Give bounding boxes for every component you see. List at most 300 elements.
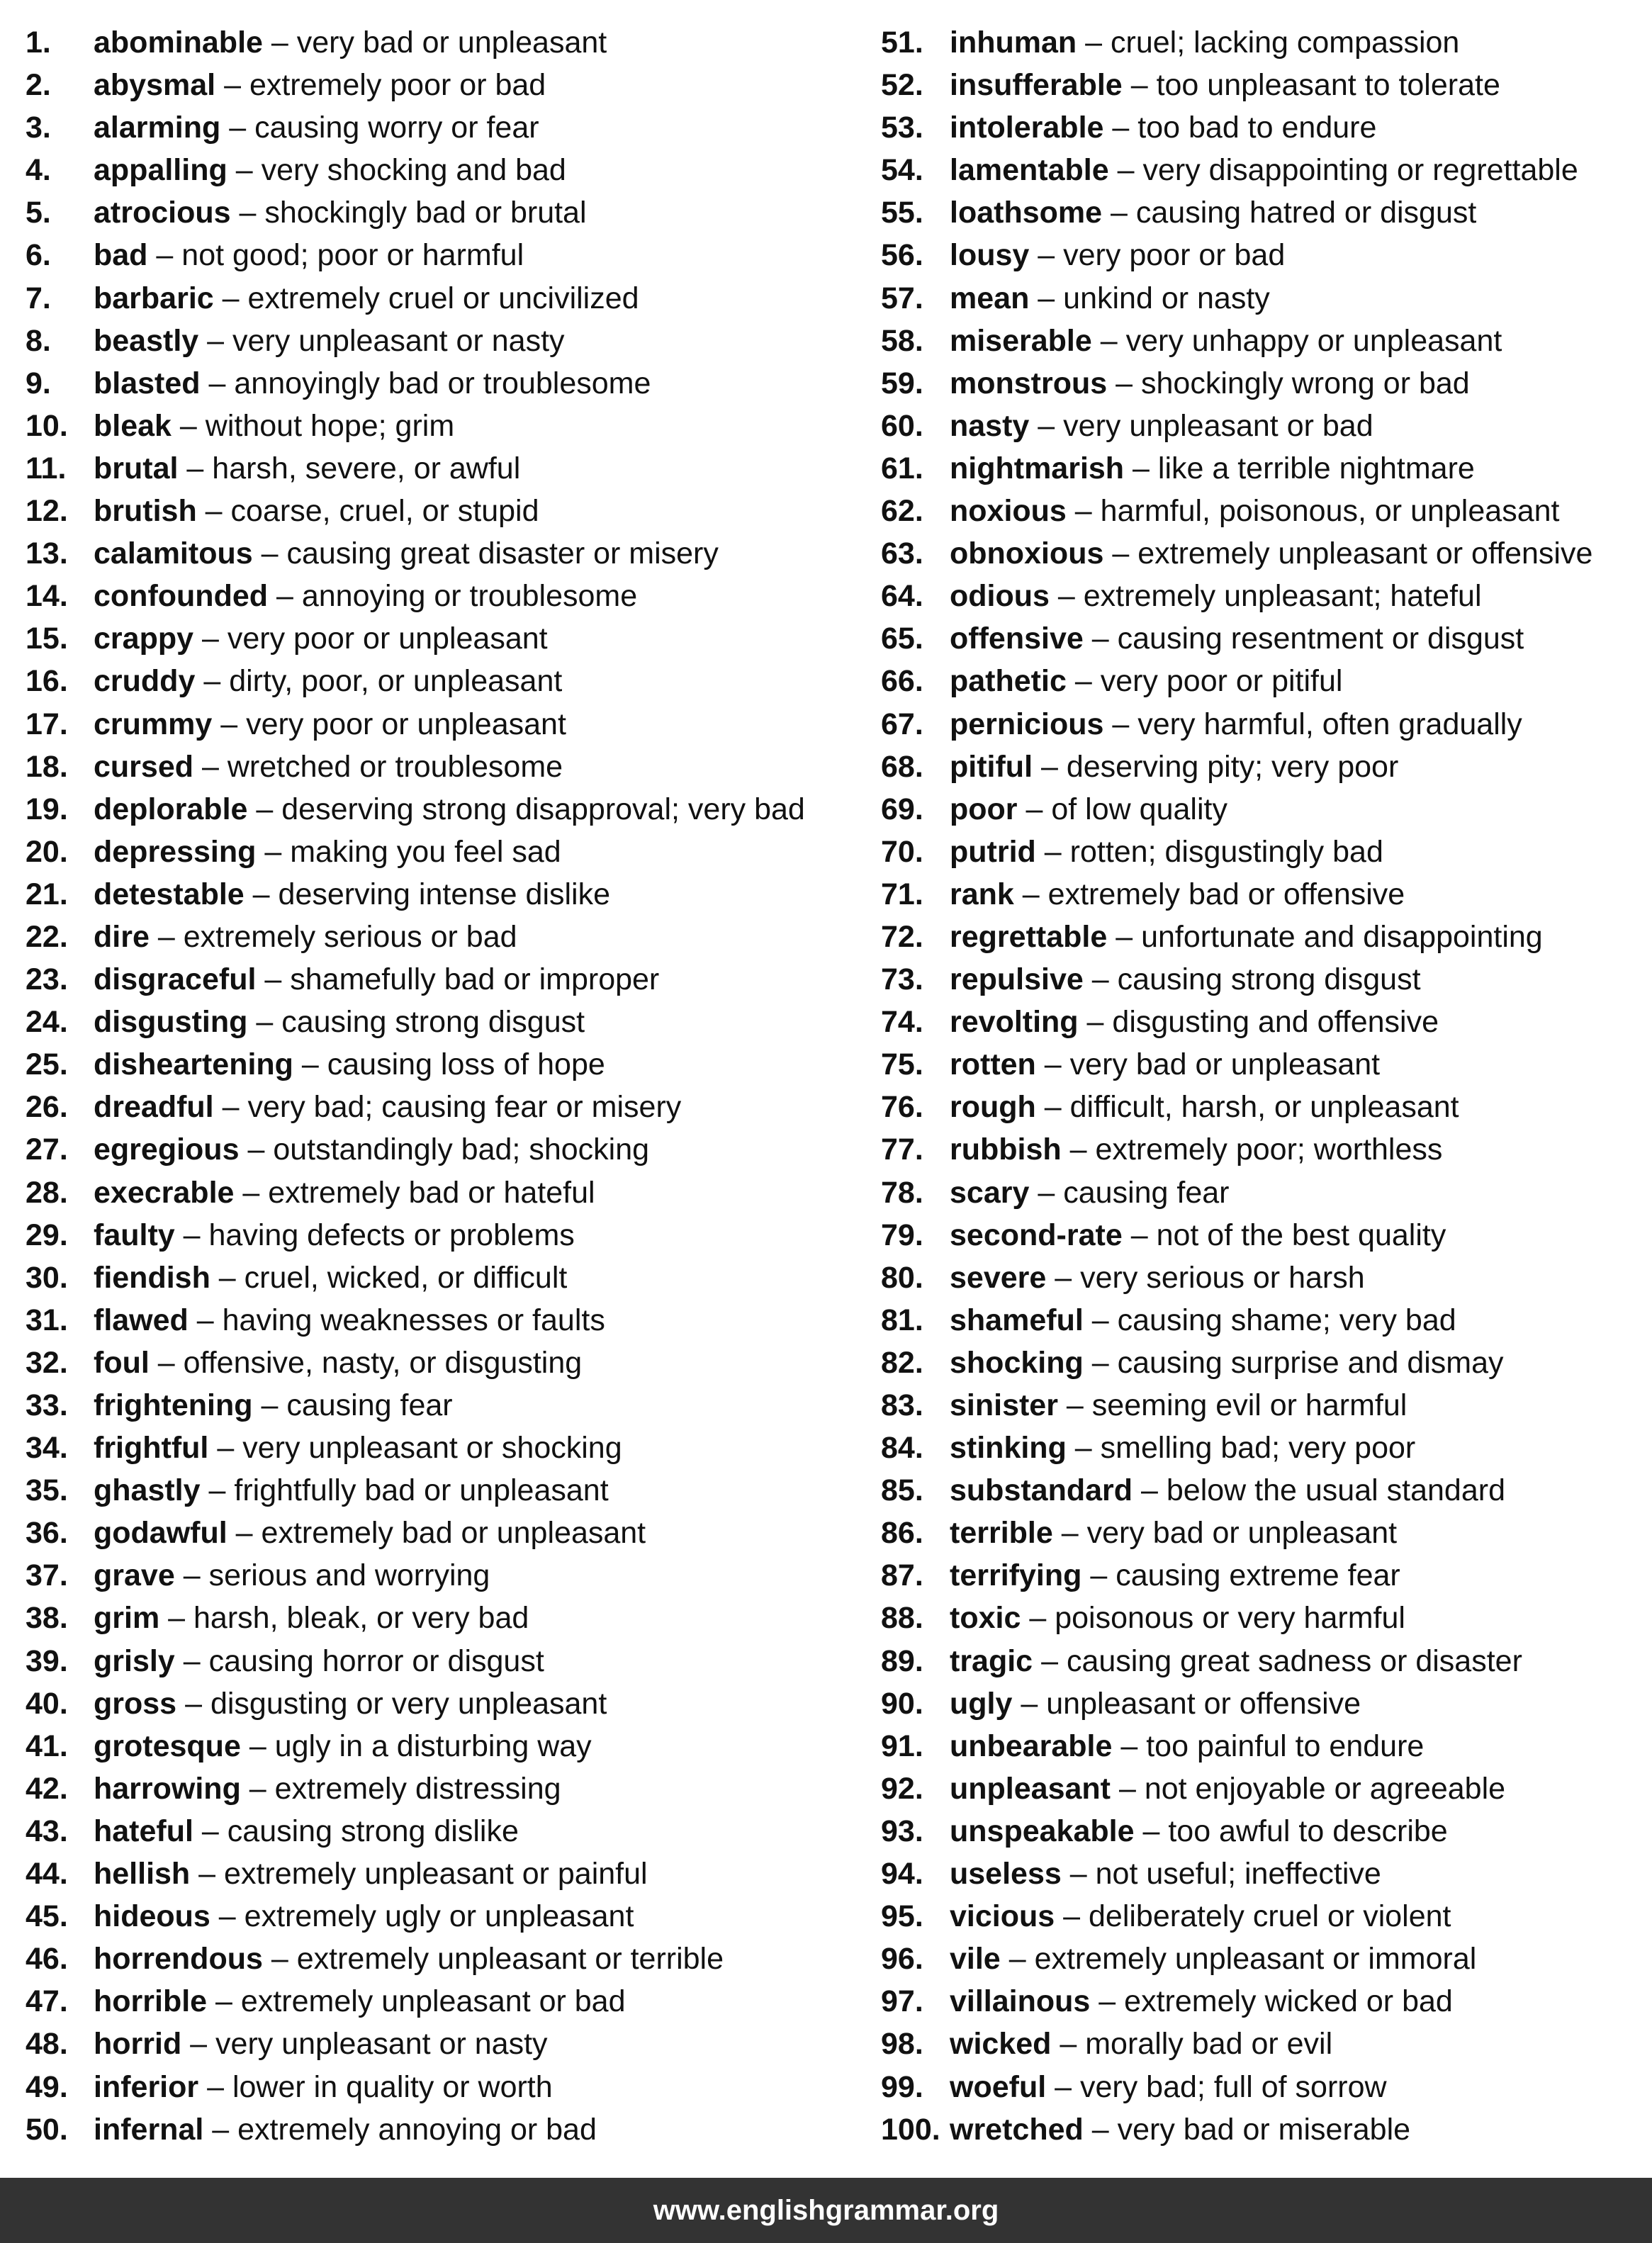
item-word: gross [94, 1686, 177, 1721]
item-text [950, 1427, 1415, 1469]
list-item [26, 234, 862, 276]
item-word: unpleasant [950, 1771, 1111, 1806]
item-definition: dirty, poor, or unpleasant [229, 664, 563, 699]
item-definition: extremely unpleasant or immoral [1034, 1942, 1477, 1977]
item-separator: – [1044, 1090, 1062, 1125]
item-text [950, 1895, 1451, 1938]
item-number: 22. [26, 919, 68, 954]
item-separator: – [1118, 1771, 1136, 1806]
list-item [26, 149, 862, 191]
item-number: 20. [26, 834, 68, 869]
item-separator: – [249, 1728, 266, 1763]
list-item [26, 831, 862, 873]
list-item [26, 1214, 862, 1257]
item-separator: – [1130, 1218, 1148, 1252]
item-definition: causing great disaster or misery [286, 536, 719, 571]
item-text [950, 575, 1482, 617]
item-number: 98. [881, 2027, 923, 2062]
item-definition: very unpleasant or nasty [232, 323, 565, 358]
list-item [26, 1427, 862, 1469]
item-separator: – [247, 1132, 265, 1167]
item-word: repulsive [950, 962, 1084, 997]
item-separator: – [215, 1984, 232, 2019]
item-word: cruddy [94, 664, 196, 699]
item-word: rotten [950, 1047, 1036, 1082]
item-word: loathsome [950, 196, 1103, 230]
item-word: offensive [950, 622, 1084, 656]
item-separator: – [156, 238, 174, 273]
item-definition: disgusting and offensive [1112, 1005, 1439, 1040]
item-number: 51. [881, 26, 923, 60]
item-word: horrendous [94, 1942, 263, 1977]
item-definition: extremely unpleasant or offensive [1137, 536, 1593, 571]
item-word: horrible [94, 1984, 208, 2019]
item-number: 6. [26, 238, 51, 273]
item-separator: – [256, 792, 274, 826]
list-item [881, 1299, 1639, 1342]
item-number: 88. [881, 1601, 923, 1636]
item-number: 35. [26, 1473, 68, 1508]
item-word: dreadful [94, 1090, 214, 1125]
item-separator: – [1091, 2112, 1109, 2147]
list-item [881, 64, 1639, 106]
item-text [94, 1853, 648, 1895]
item-word: substandard [950, 1473, 1133, 1508]
item-separator: – [1069, 1857, 1087, 1891]
item-number: 99. [881, 2069, 923, 2104]
item-text [950, 106, 1376, 149]
item-word: rank [950, 877, 1014, 911]
list-item [26, 532, 862, 575]
item-word: flawed [94, 1303, 189, 1337]
item-word: harrowing [94, 1771, 241, 1806]
item-number: 21. [26, 877, 68, 911]
item-definition: not useful; ineffective [1095, 1857, 1381, 1891]
list-item [26, 1043, 862, 1086]
item-number: 59. [881, 366, 923, 400]
item-definition: very disappointing or regrettable [1142, 153, 1578, 188]
item-definition: causing strong disgust [281, 1005, 585, 1040]
list-item [881, 1469, 1639, 1512]
item-separator: – [201, 749, 219, 784]
item-separator: – [1022, 877, 1040, 911]
list-item [26, 1895, 862, 1938]
item-text [950, 703, 1522, 746]
item-text [950, 1257, 1365, 1299]
item-separator: – [1044, 834, 1062, 869]
list-item [881, 788, 1639, 831]
item-number: 44. [26, 1857, 68, 1891]
item-text [950, 1554, 1400, 1597]
item-definition: not good; poor or harmful [181, 238, 524, 273]
item-word: grave [94, 1558, 175, 1593]
item-word: unbearable [950, 1728, 1113, 1763]
item-definition: very bad; causing fear or misery [247, 1090, 682, 1125]
item-definition: causing resentment or disgust [1117, 622, 1524, 656]
item-separator: – [1061, 1516, 1079, 1551]
item-definition: extremely annoying or bad [237, 2112, 597, 2147]
item-word: toxic [950, 1601, 1021, 1636]
item-number: 56. [881, 238, 923, 273]
item-separator: – [239, 196, 257, 230]
item-number: 64. [881, 579, 923, 614]
list-item [26, 1554, 862, 1597]
list-item [26, 405, 862, 447]
item-definition: very poor or pitiful [1100, 664, 1343, 699]
item-text [94, 320, 565, 362]
item-text [950, 1043, 1380, 1086]
item-number: 25. [26, 1047, 68, 1082]
list-item [881, 1597, 1639, 1639]
item-separator: – [183, 1558, 201, 1593]
item-number: 34. [26, 1431, 68, 1466]
item-number: 63. [881, 536, 923, 571]
item-separator: – [222, 1090, 240, 1125]
item-number: 29. [26, 1218, 68, 1252]
item-definition: unfortunate and disappointing [1141, 919, 1543, 954]
item-definition: harmful, poisonous, or unpleasant [1100, 494, 1560, 529]
item-separator: – [1021, 1686, 1038, 1721]
item-number: 15. [26, 622, 68, 656]
item-separator: – [1091, 1303, 1109, 1337]
item-number: 4. [26, 153, 51, 188]
list-item [881, 1171, 1639, 1214]
list-item [26, 2108, 862, 2151]
item-separator: – [196, 1303, 214, 1337]
list-item [881, 106, 1639, 149]
list-item [881, 1767, 1639, 1810]
item-number: 87. [881, 1558, 923, 1593]
list-item [26, 1342, 862, 1384]
item-definition: cruel, wicked, or difficult [244, 1260, 568, 1295]
item-text [94, 1043, 605, 1086]
item-text [950, 320, 1502, 362]
item-number: 73. [881, 962, 923, 997]
item-text [950, 1980, 1453, 2023]
item-text [950, 1938, 1476, 1980]
item-number: 31. [26, 1303, 68, 1337]
item-text [94, 106, 539, 149]
item-definition: not enjoyable or agreeable [1144, 1771, 1506, 1806]
list-item [26, 916, 862, 958]
list-item [881, 1128, 1639, 1171]
item-text [950, 1214, 1446, 1257]
list-item [26, 1640, 862, 1682]
list-item [26, 191, 862, 234]
item-definition: having defects or problems [208, 1218, 575, 1252]
item-separator: – [261, 536, 279, 571]
list-item [26, 1299, 862, 1342]
item-word: vile [950, 1942, 1001, 1977]
item-separator: – [264, 834, 282, 869]
item-text [94, 2023, 548, 2065]
item-word: insufferable [950, 68, 1123, 103]
item-word: lousy [950, 238, 1030, 273]
list-item [26, 746, 862, 788]
item-word: bleak [94, 408, 172, 443]
item-definition: very shocking and bad [261, 153, 566, 188]
item-definition: very serious or harsh [1080, 1260, 1365, 1295]
item-definition: causing extreme fear [1116, 1558, 1400, 1593]
list-item [26, 106, 862, 149]
item-text [94, 1640, 544, 1682]
item-text [94, 277, 639, 320]
item-number: 67. [881, 707, 923, 741]
list-item [881, 1810, 1639, 1853]
list-item [881, 191, 1639, 234]
item-text [950, 2066, 1387, 2108]
item-text [950, 1810, 1448, 1853]
item-word: appalling [94, 153, 227, 188]
item-number: 97. [881, 1984, 923, 2019]
item-word: fiendish [94, 1260, 210, 1295]
item-definition: extremely bad or unpleasant [261, 1516, 646, 1551]
item-definition: extremely wicked or bad [1124, 1984, 1453, 2019]
item-word: monstrous [950, 366, 1108, 400]
item-separator: – [1038, 408, 1055, 443]
item-definition: extremely distressing [274, 1771, 561, 1806]
item-word: disgusting [94, 1005, 248, 1040]
item-text [94, 1299, 605, 1342]
right-column [881, 21, 1639, 2151]
list-item [26, 1128, 862, 1171]
item-separator: – [1111, 196, 1128, 230]
item-text [94, 1597, 529, 1639]
item-word: faulty [94, 1218, 175, 1252]
item-number: 32. [26, 1345, 68, 1380]
list-item [881, 1895, 1639, 1938]
list-item [26, 1086, 862, 1128]
item-separator: – [201, 622, 219, 656]
item-word: horrid [94, 2027, 182, 2062]
item-separator: – [208, 1473, 226, 1508]
item-text [950, 490, 1559, 532]
item-word: alarming [94, 111, 221, 145]
item-number: 2. [26, 68, 51, 103]
list-item [881, 1257, 1639, 1299]
item-separator: – [235, 1516, 253, 1551]
list-item [881, 617, 1639, 660]
item-separator: – [1091, 622, 1109, 656]
item-number: 66. [881, 664, 923, 699]
item-definition: annoying or troublesome [301, 579, 638, 614]
list-item [881, 2023, 1639, 2065]
item-word: putrid [950, 834, 1036, 869]
item-text [950, 2108, 1410, 2151]
item-number: 28. [26, 1175, 68, 1210]
item-number: 79. [881, 1218, 923, 1252]
item-separator: – [1086, 1005, 1104, 1040]
item-number: 11. [26, 451, 67, 485]
item-word: grisly [94, 1643, 175, 1678]
item-word: pathetic [950, 664, 1067, 699]
item-separator: – [252, 877, 270, 911]
item-word: hellish [94, 1857, 191, 1891]
item-separator: – [1098, 1984, 1116, 2019]
item-word: beastly [94, 323, 199, 358]
item-separator: – [1041, 1643, 1058, 1678]
item-word: hateful [94, 1814, 193, 1848]
list-item [881, 1384, 1639, 1427]
item-separator: – [207, 323, 225, 358]
item-word: wretched [950, 2112, 1084, 2147]
item-word: abysmal [94, 68, 216, 103]
list-item [881, 873, 1639, 916]
item-text [94, 788, 805, 831]
list-item [881, 1938, 1639, 1980]
list-item [26, 788, 862, 831]
item-word: severe [950, 1260, 1047, 1295]
item-definition: deliberately cruel or violent [1089, 1899, 1451, 1934]
item-text [950, 1171, 1230, 1214]
item-number: 33. [26, 1388, 68, 1422]
item-separator: – [301, 1047, 319, 1082]
item-number: 77. [881, 1132, 923, 1167]
item-number: 37. [26, 1558, 68, 1593]
item-separator: – [203, 664, 221, 699]
item-separator: – [1091, 962, 1109, 997]
item-text [94, 1810, 519, 1853]
item-definition: too awful to describe [1168, 1814, 1448, 1848]
item-number: 89. [881, 1643, 923, 1678]
item-separator: – [179, 408, 197, 443]
list-item [881, 1043, 1639, 1086]
item-definition: deserving strong disapproval; very bad [281, 792, 805, 826]
item-text [94, 873, 610, 916]
item-definition: very unhappy or unpleasant [1125, 323, 1502, 358]
item-number: 76. [881, 1090, 923, 1125]
list-item [881, 320, 1639, 362]
list-item [26, 617, 862, 660]
item-definition: shockingly wrong or bad [1141, 366, 1470, 400]
item-word: brutish [94, 494, 197, 529]
item-definition: morally bad or evil [1085, 2027, 1333, 2062]
item-separator: – [222, 281, 240, 315]
item-number: 52. [881, 68, 923, 103]
item-definition: offensive, nasty, or disgusting [183, 1345, 583, 1380]
list-item [881, 149, 1639, 191]
item-number: 53. [881, 111, 923, 145]
item-separator: – [190, 2027, 208, 2062]
item-number: 54. [881, 153, 923, 188]
item-separator: – [1112, 536, 1130, 571]
item-separator: – [1130, 68, 1148, 103]
item-number: 10. [26, 408, 68, 443]
item-separator: – [1091, 1345, 1109, 1380]
item-text [950, 1640, 1522, 1682]
list-item [881, 575, 1639, 617]
item-definition: deserving intense dislike [278, 877, 611, 911]
list-item [881, 405, 1639, 447]
list-item [26, 320, 862, 362]
item-separator: – [218, 1899, 236, 1934]
item-text [94, 1086, 681, 1128]
item-text [950, 64, 1500, 106]
item-text [94, 958, 659, 1001]
item-separator: – [1057, 579, 1075, 614]
item-definition: very unpleasant or bad [1063, 408, 1373, 443]
item-text [950, 362, 1470, 405]
list-item [881, 703, 1639, 746]
item-word: noxious [950, 494, 1067, 529]
item-text [94, 1427, 622, 1469]
item-text [950, 2023, 1332, 2065]
item-text [94, 64, 546, 106]
item-number: 41. [26, 1728, 68, 1763]
item-text [94, 1895, 634, 1938]
list-item [881, 532, 1639, 575]
item-number: 5. [26, 196, 51, 230]
item-definition: extremely ugly or unpleasant [244, 1899, 634, 1934]
item-word: nightmarish [950, 451, 1125, 485]
item-text [950, 1469, 1505, 1512]
list-item [26, 1512, 862, 1554]
list-item [26, 277, 862, 320]
item-text [94, 234, 524, 276]
item-separator: – [1055, 1260, 1072, 1295]
item-separator: – [1112, 707, 1130, 741]
item-separator: – [1074, 1431, 1092, 1466]
item-word: lamentable [950, 153, 1109, 188]
item-text [950, 405, 1373, 447]
item-definition: having weaknesses or faults [222, 1303, 605, 1337]
item-word: disgraceful [94, 962, 257, 997]
item-word: miserable [950, 323, 1092, 358]
item-word: mean [950, 281, 1030, 315]
item-separator: – [1117, 153, 1135, 188]
item-word: shameful [950, 1303, 1084, 1337]
item-word: revolting [950, 1005, 1079, 1040]
item-word: deplorable [94, 792, 248, 826]
item-separator: – [183, 1643, 201, 1678]
item-number: 27. [26, 1132, 68, 1167]
list-item [26, 873, 862, 916]
item-definition: making you feel sad [290, 834, 561, 869]
item-text [94, 490, 539, 532]
item-number: 81. [881, 1303, 923, 1337]
item-word: depressing [94, 834, 257, 869]
item-text [950, 660, 1342, 702]
item-separator: – [1063, 1899, 1081, 1934]
item-word: grotesque [94, 1728, 241, 1763]
item-separator: – [1074, 664, 1092, 699]
item-definition: causing fear [1063, 1175, 1230, 1210]
item-text [950, 277, 1270, 320]
list-item [881, 277, 1639, 320]
item-number: 90. [881, 1686, 923, 1721]
item-separator: – [1060, 2027, 1077, 2062]
item-number: 47. [26, 1984, 68, 2019]
item-number: 7. [26, 281, 51, 315]
item-definition: too unpleasant to tolerate [1156, 68, 1500, 103]
item-definition: too bad to endure [1137, 111, 1377, 145]
item-definition: cruel; lacking compassion [1111, 26, 1460, 60]
item-number: 3. [26, 111, 51, 145]
item-word: sinister [950, 1388, 1058, 1422]
item-text [94, 575, 637, 617]
footer-bar [0, 2178, 1652, 2243]
item-definition: outstandingly bad; shocking [273, 1132, 650, 1167]
item-number: 58. [881, 323, 923, 358]
item-number: 92. [881, 1771, 923, 1806]
item-separator: – [1066, 1388, 1084, 1422]
list-item [881, 1554, 1639, 1597]
item-text [950, 617, 1524, 660]
list-item [881, 660, 1639, 702]
item-definition: deserving pity; very poor [1066, 749, 1399, 784]
item-word: detestable [94, 877, 245, 911]
footer-url: www.englishgrammar.org [653, 2195, 999, 2226]
